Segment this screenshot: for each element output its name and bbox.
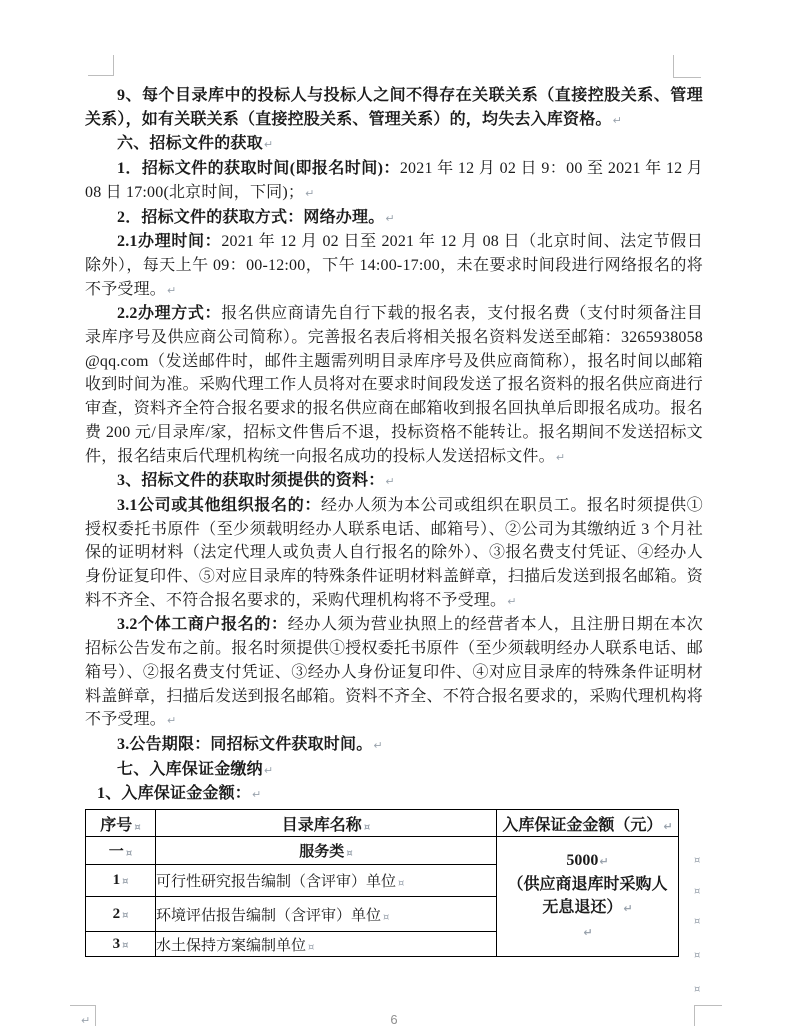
paragraph-mark: ↵ — [623, 902, 633, 916]
seq-value: 3 — [112, 935, 121, 952]
table-row-service-class — [86, 837, 679, 865]
end-of-cell-mark: ¤ — [122, 876, 129, 888]
deposit-line — [497, 873, 678, 896]
bold-run: 1、入库保证金金额： — [97, 785, 252, 803]
end-of-cell-mark: ¤ — [308, 941, 315, 953]
end-of-cell-mark: ¤ — [125, 848, 133, 860]
paragraph-9 — [85, 613, 703, 733]
col-header-deposit-amount-label: 入库保证金金额（元） — [502, 816, 663, 834]
paragraph-mark: ↵ — [612, 113, 622, 127]
col-header-catalog-name — [156, 810, 497, 837]
seq-value: 一 — [108, 844, 124, 861]
paragraph-mark: ↵ — [663, 819, 673, 833]
paragraph-mark: ↵ — [167, 283, 177, 297]
catalog-name-value: 服务类 — [299, 844, 345, 861]
deposit-amount-cell — [497, 837, 679, 957]
paragraph-6 — [85, 302, 703, 469]
deposit-table — [85, 809, 679, 957]
end-of-cell-mark: ¤ — [122, 909, 129, 921]
crop-mark-top-left-icon — [88, 55, 114, 76]
paragraph-10 — [85, 733, 703, 758]
paragraph-mark: ↵ — [81, 1014, 91, 1027]
crop-mark-top-right-icon — [673, 55, 701, 78]
paragraph-2 — [85, 132, 703, 157]
seq-cell — [86, 837, 156, 865]
bold-run: 六、招标文件的获取 — [117, 135, 263, 153]
catalog-name-cell — [156, 932, 497, 957]
bold-run: 2.1办理时间： — [117, 233, 222, 251]
table-header-row — [86, 810, 679, 837]
text-run: 经办人须为本公司或组织在职员工。报名时须提供①授权委托书原件（至少须载明经办人联系电话、邮箱号）、②公司为其缴纳近 3 个月社保的证明材料（法定代理人或负责人自行报名的除外）、③报名费支付凭证、④经办人身份证复印件、⑤对应目录库的特殊条件证明材料盖鲜章，扫描后发送到报名邮箱。资料不齐全、不符合报名要求的，采购代理机构将不予受理。 — [85, 496, 703, 609]
paragraph-mark: ↵ — [252, 788, 262, 802]
bold-run: 3.公告期限：同招标文件获取时间。 — [117, 735, 373, 753]
deposit-line — [497, 920, 678, 944]
text-run: 2021 年 12 月 02 日至 2021 年 12 月 08 日（北京时间、法定节假日除外），每天上午 09：00-12:00，下午 14:00-17:00，未在要求时间段进行网络报名的将不予受理。 — [85, 233, 703, 298]
paragraph-mark: ↵ — [167, 714, 177, 728]
end-of-cell-mark: ¤ — [122, 939, 129, 951]
paragraph-11 — [85, 758, 703, 783]
paragraph-mark: ↵ — [385, 475, 395, 489]
end-of-cell-mark: ¤ — [346, 848, 353, 860]
deposit-note-line2: 无息退还） — [542, 899, 623, 917]
page-number: 6 — [390, 1012, 398, 1027]
bold-run: 1．招标文件的获取时间(即报名时间)： — [117, 160, 400, 178]
paragraph-mark: ↵ — [385, 211, 395, 225]
text-run: 报名供应商请先自行下载的报名表，支付报名费（支付时须备注目录库序号及供应商公司简称）。完善报名表后将相关报名资料发送至邮箱：3265938058 @qq.com（发送邮件时，邮件主题需列明目录库序号及供应商简称），报名时间以邮箱收到时间为准。采购代理工作人员将对在要求时间段发送了报名资料的报名供应商进行审查，资料齐全符合报名要求的报名供应商在邮箱收到报名回执单后即报名成功。报名费 200 元/目录库/家，招标文件售后不退，投标资格不能转让。报名期间不发送招标文件，报名结束后代理机构统一向报名成功的投标人发送招标文件。 — [85, 305, 703, 465]
paragraph-7 — [85, 469, 703, 494]
paragraph-4 — [85, 206, 703, 231]
seq-cell — [86, 932, 156, 957]
catalog-name-cell — [156, 837, 497, 865]
paragraph-mark: ↵ — [583, 926, 593, 940]
col-header-seq — [86, 810, 156, 837]
catalog-name-value: 可行性研究报告编制（含评审）单位 — [156, 874, 397, 891]
catalog-name-value: 环境评估报告编制（含评审）单位 — [156, 907, 382, 924]
col-header-seq-label: 序号 — [100, 816, 133, 834]
bold-run: 2.2办理方式： — [117, 305, 222, 323]
text-run: 经办人须为营业执照上的经营者本人，且注册日期在本次招标公告发布之前。报名时须提供①授权委托书原件（至少须载明经办人联系电话、邮箱号）、②报名费支付凭证、③经办人身份证复印件、④对应目录库的特殊条件证明材料盖鲜章，扫描后发送到报名邮箱。资料不齐全、不符合报名要求的，采购代理机构将不予受理。 — [85, 616, 703, 729]
deposit-line — [497, 896, 678, 920]
bold-run: 3、招标文件的获取时须提供的资料： — [117, 472, 385, 490]
end-of-cell-mark: ¤ — [398, 878, 405, 890]
end-of-row-mark: ¤ — [694, 855, 701, 866]
col-header-deposit-amount — [497, 810, 679, 837]
end-of-cell-mark: ¤ — [363, 821, 371, 833]
end-of-row-mark: ¤ — [694, 916, 701, 927]
seq-cell — [86, 865, 156, 897]
end-of-row-mark: ¤ — [694, 950, 701, 961]
catalog-name-cell — [156, 897, 497, 932]
seq-cell — [86, 897, 156, 932]
paragraph-12 — [85, 782, 703, 807]
deposit-line — [497, 849, 678, 873]
paragraph-1 — [85, 84, 703, 132]
catalog-name-cell — [156, 865, 497, 897]
bold-run: 3.1公司或其他组织报名的： — [117, 496, 321, 514]
end-of-cell-mark: ¤ — [383, 911, 390, 923]
bold-run: 七、入库保证金缴纳 — [117, 760, 263, 778]
end-of-row-mark: ¤ — [694, 984, 701, 995]
text-run: 2021 年 12 月 02 日 9：00 至 2021 年 12 月 08 日 17:00(北京时间，下同)； — [85, 160, 703, 201]
catalog-name-value: 水土保持方案编制单位 — [156, 937, 307, 954]
bold-run: 9、每个目录库中的投标人与投标人之间不得存在关联关系（直接控股关系、管理关系），如有关联关系（直接控股关系、管理关系）的，均失去入库资格。 — [85, 87, 703, 128]
paragraph-mark: ↵ — [373, 738, 383, 752]
paragraph-mark: ↵ — [599, 855, 609, 869]
paragraph-mark: ↵ — [305, 186, 315, 200]
deposit-note-line1: （供应商退库时采购人 — [507, 876, 668, 894]
paragraph-mark: ↵ — [555, 450, 566, 464]
bold-run: 3.2个体工商户报名的： — [117, 616, 288, 634]
seq-value: 1 — [112, 872, 121, 889]
paragraph-mark: ↵ — [507, 594, 517, 608]
paragraph-8 — [85, 494, 703, 614]
paragraph-5 — [85, 230, 703, 302]
document-body — [85, 84, 703, 957]
seq-value: 2 — [112, 905, 121, 922]
paragraph-mark: ↵ — [263, 138, 274, 152]
paragraph-3 — [85, 157, 703, 205]
bold-run: 2．招标文件的获取方式：网络办理。 — [117, 208, 385, 226]
paragraph-mark: ↵ — [263, 763, 274, 777]
col-header-catalog-name-label: 目录库名称 — [281, 816, 362, 834]
deposit-amount-value: 5000 — [566, 852, 599, 870]
end-of-row-mark: ¤ — [694, 886, 701, 897]
end-of-cell-mark: ¤ — [134, 821, 141, 833]
